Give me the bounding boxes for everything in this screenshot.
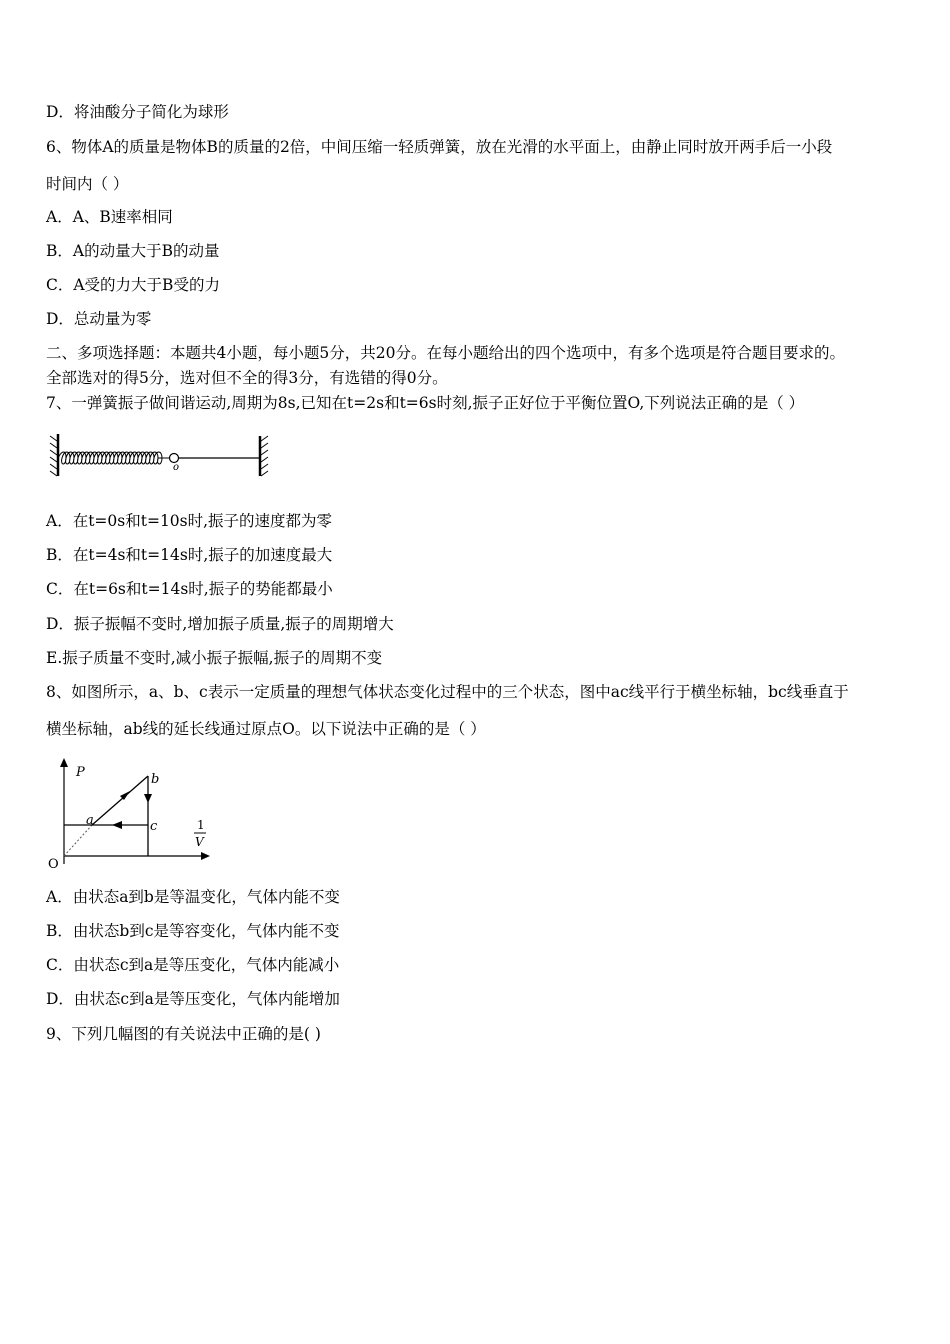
q8-stem-line2: 横坐标轴，ab线的延长线通过原点O。以下说法中正确的是（ ） xyxy=(46,720,486,738)
arrow-b-to-c xyxy=(144,794,152,803)
q5-option-d: D．将油酸分子简化为球形 xyxy=(46,103,229,121)
arrow-c-to-a xyxy=(112,821,122,829)
y-axis-label: P xyxy=(76,765,85,780)
q6-stem-line2: 时间内（ ） xyxy=(46,175,129,193)
spring-oscillator-figure xyxy=(46,428,276,484)
q7-option-e: E.振子质量不变时,减小振子振幅,振子的周期不变 xyxy=(46,649,383,667)
equilibrium-label-o: o xyxy=(173,462,180,473)
q8-option-c: C．由状态c到a是等压变化，气体内能减小 xyxy=(46,956,340,974)
x-axis-label-denominator: V xyxy=(195,835,204,849)
q8-stem-line1: 8、如图所示，a、b、c表示一定质量的理想气体状态变化过程中的三个状态，图中ac线平行于横坐标轴，bc线垂直于 xyxy=(46,683,849,701)
x-axis-label-numerator: 1 xyxy=(197,818,205,832)
q6-stem-line1: 6、物体A的质量是物体B的质量的2倍，中间压缩一轻质弹簧，放在光滑的水平面上，由静止同时放开两手后一小段 xyxy=(46,138,833,156)
line-ab xyxy=(92,776,148,825)
q8-option-d: D．由状态c到a是等压变化，气体内能增加 xyxy=(46,990,340,1008)
point-c-label: c xyxy=(150,819,158,834)
line-ab-extension xyxy=(64,825,92,856)
point-a-label: a xyxy=(86,813,94,828)
p-inverse-v-graph xyxy=(44,756,214,876)
q8-option-a: A．由状态a到b是等温变化，气体内能不变 xyxy=(46,888,340,906)
q8-option-b: B．由状态b到c是等容变化，气体内能不变 xyxy=(46,922,340,940)
spring-coil xyxy=(58,452,170,464)
section2-heading-line2: 全部选对的得5分，选对但不全的得3分，有选错的得0分。 xyxy=(46,369,448,387)
section2-heading-line1: 二、多项选择题：本题共4小题，每小题5分，共20分。在每小题给出的四个选项中，有多个选项是符合题目要求的。 xyxy=(46,344,845,362)
q9-stem: 9、下列几幅图的有关说法中正确的是( ) xyxy=(46,1025,321,1043)
q6-option-d: D．总动量为零 xyxy=(46,310,152,328)
q7-stem: 7、一弹簧振子做间谐运动,周期为8s,已知在t=2s和t=6s时刻,振子正好位于平衡位置O,下列说法正确的是（ ） xyxy=(46,394,805,412)
q6-option-c: C．A受的力大于B受的力 xyxy=(46,276,220,294)
point-b-label: b xyxy=(151,772,160,787)
q6-option-a: A．A、B速率相同 xyxy=(46,208,173,226)
q7-option-d: D．振子振幅不变时,增加振子质量,振子的周期增大 xyxy=(46,615,394,633)
q7-option-b: B．在t=4s和t=14s时,振子的加速度最大 xyxy=(46,546,333,564)
q6-option-b: B．A的动量大于B的动量 xyxy=(46,242,220,260)
q7-option-c: C．在t=6s和t=14s时,振子的势能都最小 xyxy=(46,580,333,598)
q7-option-a: A．在t=0s和t=10s时,振子的速度都为零 xyxy=(46,512,333,530)
origin-label: O xyxy=(48,857,59,872)
